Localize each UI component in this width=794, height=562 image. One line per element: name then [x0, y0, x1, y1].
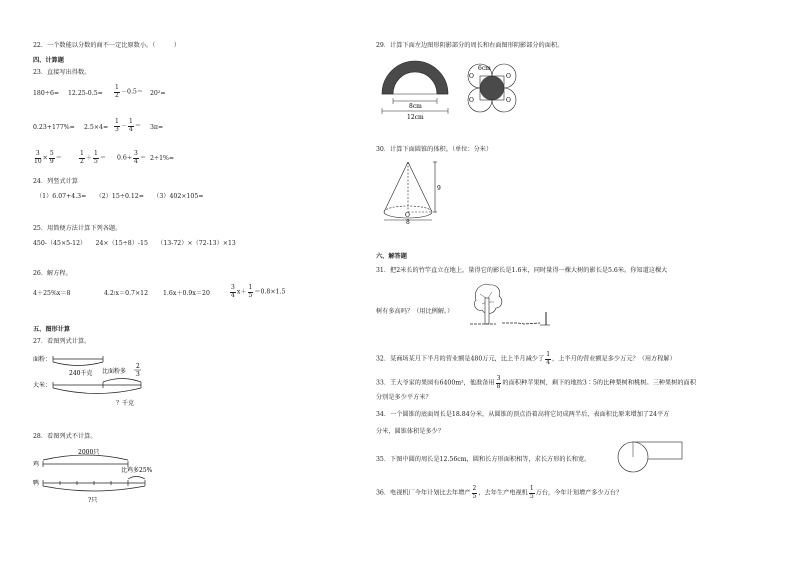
equation-d: $\frac{3}{4}$ x＋ $\frac{1}{5}$ ＝0.8×1.5 — [231, 284, 286, 299]
tree-and-pole-illustration — [466, 280, 561, 330]
fraction-num: 2 — [136, 363, 140, 370]
label-2000: 2000只 — [78, 449, 100, 456]
center-o-3: O — [469, 97, 474, 104]
figure-28-segment-diagram — [33, 444, 173, 506]
question-25-items: 450-（45×5-12） 24×（15÷8）-15 （13-72）×（72-13）×13 — [33, 240, 236, 247]
question-28: 28．看图列式不计算。 — [33, 433, 97, 440]
question-29: 29．计算下面左边图形阴影部分的周长和右面图形阴影部分的面积。 — [376, 42, 564, 49]
question-36: 36．电视机厂今年计划比去年增产 $\frac{2}{5}$ ，去年生产电视机 $\frac{1}{5}$ 万台，今年计划增产多少万台？ — [376, 485, 623, 500]
figure-30-cone — [378, 158, 440, 224]
label-240kg: 240千克 — [69, 370, 93, 377]
section-4-heading: 四、计算题 — [33, 57, 64, 64]
question-31: 31．把2米长的竹竿直立在地上，量得它的影长是1.6米，同时量得一棵大树的影长是5.6米。你知道这棵大 — [376, 267, 668, 274]
section-5-heading: 五、图形计算 — [33, 326, 71, 333]
figure-29-half-ring — [378, 58, 456, 120]
question-33: 33．王大爷家的果园有6400m²，他准备用 $\frac{3}{8}$ 的面积种苹果树，剩下的地按3∶5的比种梨树和桃树。三种果树的面积 — [376, 375, 696, 390]
question-25: 25．用简便方法计算下列各题。 — [33, 225, 122, 232]
calc-r1-c2: 12.25-0.5= — [68, 90, 103, 97]
calc-r1-c1: 180÷6= — [33, 90, 60, 97]
question-34-cont: 分米，圆锥体积是多少？ — [376, 428, 445, 435]
question-30: 30．计算下面圆锥的体积。（单位：分米） — [376, 146, 493, 153]
question-33-cont: 分别是多少平方米？ — [376, 394, 432, 401]
question-24: 24．列竖式计算 — [33, 178, 78, 185]
question-35: 35．下图中圆的周长是12.56cm，圆和长方形面积相等，求长方形的长和宽。 — [376, 456, 591, 463]
question-27: 27．看图列式计算。 — [33, 338, 91, 345]
question-22: 22．一个数能以分数的商不一定比原数小。（ ） — [33, 42, 181, 49]
label-6cm: 6cm — [478, 65, 491, 72]
section-6-heading: 六、解答题 — [376, 253, 407, 260]
fraction-den: 3 — [136, 371, 140, 378]
calc-r3-c3: 0.6÷ $\frac{3}{4}$ ＝ — [117, 150, 147, 165]
calc-r2-c4: 3π= — [150, 124, 164, 131]
center-o-1: O — [469, 73, 474, 80]
label-flour: 面粉： — [33, 356, 52, 363]
equation-a: 4＋25%x＝8 — [33, 290, 71, 297]
label-more-25pct: 比鸡多25% — [121, 467, 153, 474]
calc-r1-c4: 20²= — [150, 90, 166, 97]
calc-r3-c4: 2÷1%= — [150, 155, 175, 162]
question-31-cont: 树有多高吗？（用比例解。） — [376, 308, 454, 315]
figure-35-circle-rectangle — [616, 440, 684, 476]
label-center-o: O — [405, 212, 410, 219]
question-24-items: （1）6.07+4.3= （2）15÷0.12= （3）402×105= — [36, 193, 204, 200]
calc-r3-c1: $\frac{3}{10}$ × $\frac{5}{9}$ ＝ — [34, 150, 62, 165]
center-o-4: O — [506, 97, 511, 104]
figure-27-segment-diagram — [33, 347, 163, 407]
label-8cm: 8cm — [409, 103, 422, 110]
label-more-than-flour: 比面粉多 — [102, 368, 127, 375]
question-32: 32．某商场某月下半月的营业额是480万元，比上半月减少了 $\frac{1}{4}$ ，上半月的营业额是多少万元？（用方程解） — [376, 351, 676, 366]
question-34: 34．一个圆锥的底面周长是18.84分米，从圆锥的顶点沿着高将它切成两半后，表面积比原来增加了24平方 — [376, 411, 670, 418]
center-o-2: O — [506, 73, 511, 80]
calc-r1-c3: $\frac{1}{2}$ －0.5＝ — [115, 84, 144, 99]
figure-29-four-circles — [462, 58, 522, 118]
label-ask-count: ?只 — [88, 497, 98, 504]
calc-r2-c3: $\frac{1}{3}$ － $\frac{1}{4}$ ＝ — [115, 118, 142, 133]
calc-r2-c2: 2.5×4= — [84, 124, 109, 131]
label-chicken: 鸡 — [33, 461, 40, 468]
equation-c: 1.6x＋0.9x＝20 — [163, 290, 210, 297]
label-duck: 鸭 — [33, 480, 40, 487]
label-height-9: 9 — [437, 185, 441, 192]
label-diameter-8: 8 — [406, 219, 410, 226]
label-rice: 大米： — [33, 382, 52, 389]
question-26: 26．解方程。 — [33, 270, 72, 277]
calc-r2-c1: 0.23+177%= — [33, 124, 75, 131]
question-23: 23．直接写出得数。 — [33, 69, 91, 76]
calc-r3-c2: $\frac{1}{2}$ ＋ $\frac{1}{5}$ ＝ — [80, 150, 107, 165]
label-ask-kg: ？千克 — [116, 400, 135, 407]
label-12cm: 12cm — [407, 114, 424, 121]
equation-b: 4.2∶x＝0.7×12 — [104, 290, 149, 297]
